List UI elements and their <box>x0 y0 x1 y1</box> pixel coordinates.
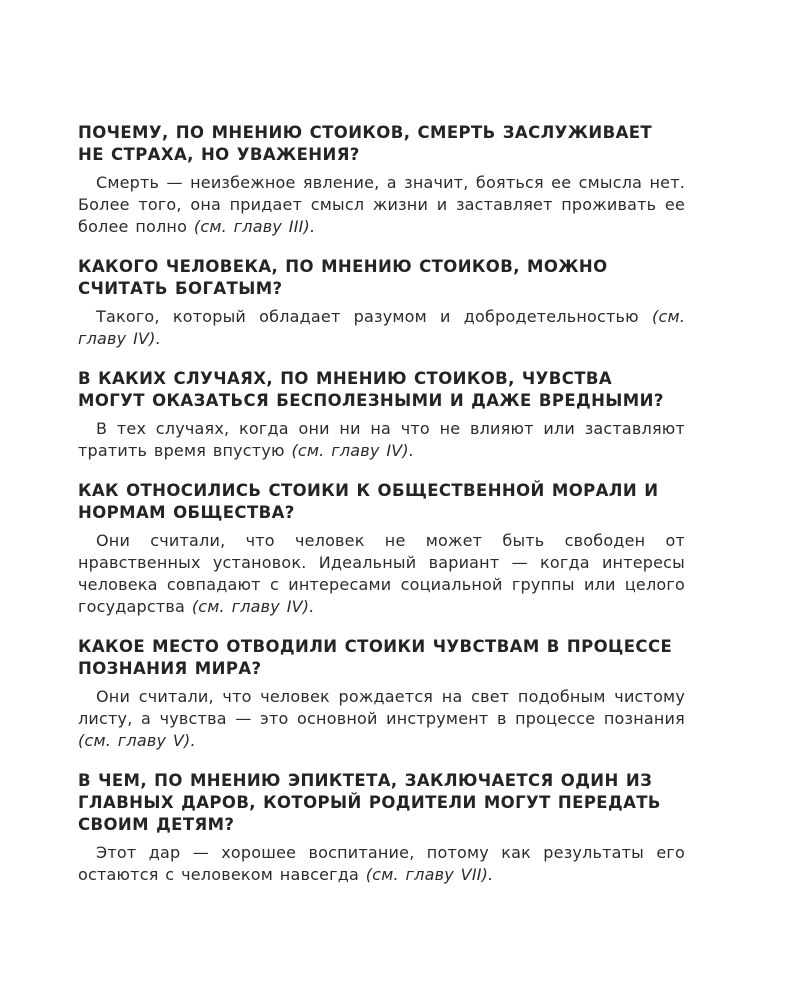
answer-paragraph <box>78 530 685 618</box>
question-heading: В ЧЕМ, ПО МНЕНИЮ ЭПИКТЕТА, ЗАКЛЮЧАЕТСЯ ОДИН ИЗ ГЛАВНЫХ ДАРОВ, КОТОРЫЙ РОДИТЕЛИ МОГУТ ПЕРЕДАТЬ СВОИМ ДЕТЯМ? <box>78 771 661 834</box>
chapter-reference: (см. главу IV). <box>191 597 315 616</box>
chapter-reference: (см. главу IV). <box>78 307 685 348</box>
chapter-reference: (см. главу V). <box>78 731 196 750</box>
answer-paragraph <box>78 306 685 350</box>
answer-text: Такого, который обладает разумом и добродетельностью <box>96 307 652 326</box>
qa-section <box>78 122 685 238</box>
answer-paragraph <box>78 842 685 886</box>
answer-text: В тех случаях, когда они ни на что не влияют или заставляют тратить время впустую <box>78 419 685 460</box>
chapter-reference: (см. главу III). <box>193 217 316 236</box>
question-heading: КАКОЕ МЕСТО ОТВОДИЛИ СТОИКИ ЧУВСТВАМ В ПРОЦЕССЕ ПОЗНАНИЯ МИРА? <box>78 637 673 678</box>
answer-text: Они считали, что человек рождается на свет подобным чистому листу, а чувства — это основной инструмент в процессе познания <box>78 687 685 728</box>
chapter-reference: (см. главу IV). <box>291 441 415 460</box>
answer-text: Смерть — неизбежное явление, а значит, бояться ее смысла нет. Более того, она придает смысл жизни и заставляет проживать ее более полно <box>78 173 685 236</box>
answer-paragraph <box>78 686 685 752</box>
answer-text: Этот дар — хорошее воспитание, потому как результаты его остаются с человеком навсегда <box>78 843 685 884</box>
qa-section <box>78 256 685 350</box>
chapter-reference: (см. главу VII). <box>365 865 494 884</box>
qa-section <box>78 368 685 462</box>
question-heading: КАК ОТНОСИЛИСЬ СТОИКИ К ОБЩЕСТВЕННОЙ МОРАЛИ И НОРМАМ ОБЩЕСТВА? <box>78 481 659 522</box>
question-heading: В КАКИХ СЛУЧАЯХ, ПО МНЕНИЮ СТОИКОВ, ЧУВСТВА МОГУТ ОКАЗАТЬСЯ БЕСПОЛЕЗНЫМИ И ДАЖЕ ВРЕДНЫМИ? <box>78 369 664 410</box>
qa-section <box>78 770 685 886</box>
question-heading: ПОЧЕМУ, ПО МНЕНИЮ СТОИКОВ, СМЕРТЬ ЗАСЛУЖИВАЕТ НЕ СТРАХА, НО УВАЖЕНИЯ? <box>78 123 653 164</box>
qa-section <box>78 636 685 752</box>
answer-text: Они считали, что человек не может быть свободен от нравственных установок. Идеальный вариант — когда интересы человека совпадают с интересами социальной группы или целого государства <box>78 531 685 616</box>
answer-paragraph <box>78 418 685 462</box>
answer-paragraph <box>78 172 685 238</box>
question-heading: КАКОГО ЧЕЛОВЕКА, ПО МНЕНИЮ СТОИКОВ, МОЖНО СЧИТАТЬ БОГАТЫМ? <box>78 257 608 298</box>
qa-section <box>78 480 685 618</box>
